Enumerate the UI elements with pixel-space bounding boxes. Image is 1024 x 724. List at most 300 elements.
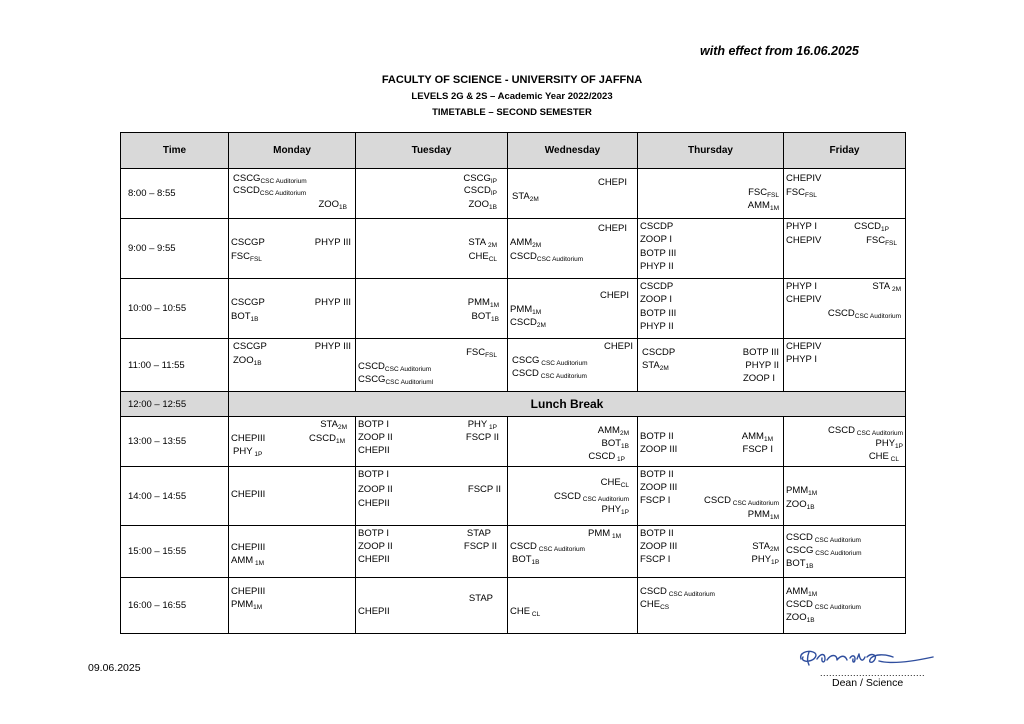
course-code: ZOOP III (640, 444, 678, 455)
course-code: STA (752, 541, 770, 552)
course-entry (640, 469, 674, 481)
venue-subscript: CSC Auditorium (384, 366, 432, 373)
course-code: ZOOP I (640, 234, 673, 245)
course-entry (872, 281, 901, 293)
course-code: CSCGP (231, 237, 265, 248)
venue-subscript: CSC Auditorium (536, 256, 584, 263)
course-entry (231, 586, 265, 598)
course-code: STA (320, 419, 338, 430)
course-code: FSCP I (742, 444, 773, 455)
venue-subscript: CSC Auditorium (538, 373, 587, 380)
course-code: CHEPIV (786, 341, 822, 352)
course-entry (786, 221, 817, 233)
course-entry (640, 482, 677, 494)
venue-subscript: CSC Auditorium (539, 360, 588, 367)
venue-subscript: 1M (808, 490, 818, 497)
cell-monday (229, 219, 356, 279)
course-entry (598, 177, 627, 189)
course-code: CSCD (233, 185, 260, 196)
venue-subscript: 1B (250, 316, 259, 323)
cell-tuesday (356, 339, 508, 392)
course-code: FSC (866, 235, 886, 246)
timeslot-row (121, 279, 906, 339)
venue-subscript: 2M (337, 424, 347, 431)
course-entry (786, 499, 815, 511)
course-code: PMM (510, 304, 533, 315)
course-code: CSCD (640, 586, 667, 597)
time-slot-label: 13:00 – 13:55 (121, 417, 229, 467)
course-entry (742, 431, 773, 443)
cell-thursday (638, 219, 784, 279)
cell-friday (784, 219, 906, 279)
venue-subscript: FSL (805, 192, 817, 199)
course-entry (358, 432, 393, 444)
course-entry (468, 199, 497, 211)
timeslot-row (121, 417, 906, 467)
course-code: FSCP II (463, 541, 497, 552)
cell-thursday (638, 467, 784, 526)
col-header-monday: Monday (229, 133, 356, 169)
venue-subscript: 1M (610, 533, 621, 540)
course-code: PHYP III (314, 237, 351, 248)
course-entry (601, 477, 629, 489)
course-code: PHYP II (745, 360, 779, 371)
course-code: FSC (466, 347, 486, 358)
course-entry (233, 355, 262, 367)
course-entry (358, 554, 390, 566)
timeslot-row (121, 467, 906, 526)
course-code: BOTP III (640, 308, 677, 319)
time-slot-label: 12:00 – 12:55 (121, 392, 229, 417)
cell-monday (229, 467, 356, 526)
timeslot-row (121, 339, 906, 392)
timeslot-row (121, 169, 906, 219)
cell-tuesday (356, 279, 508, 339)
course-entry (358, 541, 393, 553)
course-code: PMM (747, 509, 770, 520)
course-code: PHYP I (786, 221, 817, 232)
course-entry (358, 361, 431, 373)
course-code: ZOOP I (640, 294, 673, 305)
course-code: PMM (587, 528, 611, 539)
venue-subscript: FSL (885, 240, 897, 247)
venue-subscript: 1B (621, 443, 629, 450)
course-code: CSCD (786, 532, 813, 543)
course-code: FSC (786, 187, 805, 198)
course-entry (358, 374, 433, 386)
course-entry (469, 593, 493, 605)
course-code: CSCD (827, 308, 855, 319)
course-code: CHEPII (358, 498, 390, 509)
course-code: CHEPII (358, 445, 390, 456)
venue-subscript: 1M (808, 591, 818, 598)
course-entry (510, 606, 540, 618)
course-entry (233, 173, 307, 185)
course-code: CSCG (233, 173, 261, 184)
course-entry (786, 532, 861, 544)
course-code: CSCDP (640, 221, 674, 232)
course-entry (786, 294, 821, 306)
venue-subscript: 1P (252, 451, 263, 458)
cell-monday (229, 417, 356, 467)
venue-subscript: 1B (491, 316, 499, 323)
course-entry (786, 354, 817, 366)
course-entry (640, 221, 673, 233)
course-entry (602, 438, 629, 450)
venue-subscript: CSC Auditorium (812, 537, 861, 544)
course-entry (358, 606, 390, 618)
course-code: AMM (597, 425, 620, 436)
course-code: STAP (466, 528, 491, 539)
cell-thursday (638, 417, 784, 467)
course-entry (640, 234, 672, 246)
course-code: PHYP III (314, 297, 351, 308)
course-entry (510, 304, 541, 316)
course-entry (600, 290, 629, 302)
course-code: ZOOP III (640, 541, 678, 552)
cell-thursday (638, 526, 784, 578)
faculty-title: FACULTY OF SCIENCE - UNIVERSITY OF JAFFNA (381, 74, 643, 86)
course-entry (748, 509, 779, 521)
course-entry (640, 321, 674, 333)
header-row (121, 133, 906, 169)
course-code: CSCD (588, 451, 616, 462)
course-code: CSCG (358, 374, 386, 385)
venue-subscript: 1P (881, 226, 889, 233)
course-code: CSCD (510, 317, 537, 328)
course-code: BOTP III (640, 248, 677, 259)
course-code: BOT (471, 311, 492, 322)
course-entry (642, 347, 675, 359)
course-code: FSC (748, 187, 768, 198)
course-code: PHY (233, 446, 253, 457)
course-code: PMM (786, 485, 809, 496)
course-code: CHE (600, 477, 621, 488)
course-entry (743, 373, 775, 385)
course-code: CSCD (786, 599, 813, 610)
venue-subscript: CSC Auditorium (854, 430, 903, 437)
course-code: CSCGP (233, 341, 267, 352)
course-code: CSCD (854, 221, 882, 232)
course-entry (231, 542, 265, 554)
course-entry (743, 444, 773, 456)
course-code: FSCP II (465, 432, 499, 443)
course-code: CSCD (309, 433, 336, 444)
course-code: BOTP II (640, 431, 674, 442)
course-entry (786, 558, 813, 570)
venue-subscript: CSC Auditorium (260, 178, 307, 185)
venue-subscript: 1M (769, 205, 779, 212)
course-code: PHY (467, 419, 488, 430)
venue-subscript: CSC Auditorium (812, 604, 861, 611)
course-code: CHEPII (358, 606, 390, 617)
course-code: BOT (512, 554, 532, 565)
venue-subscript: 2M (532, 242, 542, 249)
course-entry (468, 297, 499, 309)
timeslot-row (121, 219, 906, 279)
cell-tuesday (356, 467, 508, 526)
course-code: STAP (468, 593, 493, 604)
course-code: BOTP I (358, 528, 389, 539)
course-code: FSCP I (640, 495, 671, 506)
course-code: ZOOP II (358, 432, 393, 443)
course-entry (640, 281, 673, 293)
course-code: CSCD (704, 495, 731, 506)
course-code: PHYP I (786, 354, 817, 365)
course-entry (510, 237, 541, 249)
course-entry (315, 297, 351, 309)
venue-subscript: 1P (621, 509, 629, 516)
col-header-wednesday: Wednesday (508, 133, 638, 169)
course-code: CHEPIV (786, 173, 822, 184)
cell-monday (229, 169, 356, 219)
course-code: CSCD (358, 361, 385, 372)
course-entry (828, 425, 903, 437)
course-entry (464, 185, 497, 197)
venue-subscript: CSC Auditorium (666, 591, 715, 598)
course-entry (854, 221, 889, 233)
course-entry (786, 586, 817, 598)
venue-subscript: FSL (250, 256, 262, 263)
course-code: CSCG (512, 355, 540, 366)
course-code: CSCD (554, 491, 581, 502)
course-code: CHEPI (599, 290, 629, 301)
cell-friday (784, 169, 906, 219)
venue-subscript: CL (530, 611, 541, 618)
course-code: CSCD (510, 541, 537, 552)
col-header-friday: Friday (784, 133, 906, 169)
course-code: PHYP II (640, 321, 674, 332)
course-code: CSCGP (231, 297, 265, 308)
course-entry (876, 438, 904, 450)
venue-subscript: 1M (763, 436, 773, 443)
course-code: BOTP I (358, 469, 389, 480)
course-entry (358, 484, 393, 496)
course-entry (786, 187, 817, 199)
venue-subscript: FSL (767, 192, 779, 199)
course-code: PHY (601, 504, 622, 515)
venue-subscript: 2M (486, 242, 497, 249)
venue-subscript: 1P (895, 443, 903, 450)
venue-subscript: 1B (489, 204, 497, 211)
timetable-subtitle: TIMETABLE – SECOND SEMESTER (432, 107, 592, 118)
course-entry (786, 599, 861, 611)
venue-subscript: 2M (619, 430, 629, 437)
cell-thursday (638, 169, 784, 219)
course-code: STA (468, 237, 487, 248)
venue-subscript: CSC Auditorium (580, 496, 629, 503)
course-code: BOTP II (640, 528, 674, 539)
effective-date-note: with effect from 16.06.2025 (700, 44, 859, 58)
course-code: PHY (751, 554, 772, 565)
course-entry (640, 431, 674, 443)
course-entry (233, 185, 306, 197)
course-code: FSCP I (640, 554, 671, 565)
course-code: FSC (231, 251, 250, 262)
course-entry (640, 308, 676, 320)
course-entry (640, 444, 677, 456)
course-entry (588, 451, 625, 463)
course-code: CSCD (510, 251, 537, 262)
time-slot-label: 14:00 – 14:55 (121, 467, 229, 526)
course-entry (512, 191, 539, 203)
course-entry (704, 495, 779, 507)
course-code: BOTP II (640, 469, 674, 480)
venue-subscript: CSC Auditoriuml (385, 379, 434, 386)
course-entry (358, 469, 389, 481)
course-entry (463, 173, 497, 185)
course-entry (466, 432, 499, 444)
course-code: PHYP III (314, 341, 351, 352)
cell-tuesday (356, 417, 508, 467)
course-entry (866, 235, 897, 247)
course-entry (743, 347, 779, 359)
course-code: ZOOP I (742, 373, 775, 384)
levels-subtitle: LEVELS 2G & 2S – Academic Year 2022/2023 (411, 91, 613, 102)
venue-subscript: 1B (806, 504, 815, 511)
course-entry (640, 599, 669, 611)
course-code: CSCG (786, 545, 814, 556)
time-slot-label: 11:00 – 11:55 (121, 339, 229, 392)
signature-line: ................................... (820, 668, 926, 678)
venue-subscript: IP (490, 178, 497, 185)
cell-wednesday (508, 169, 638, 219)
course-entry (786, 235, 821, 247)
course-entry (464, 541, 497, 553)
course-entry (358, 419, 389, 431)
course-entry (231, 555, 264, 567)
course-code: CSCDP (640, 281, 674, 292)
course-entry (752, 541, 779, 553)
course-entry (554, 491, 629, 503)
course-code: AMM (510, 237, 533, 248)
cell-friday (784, 417, 906, 467)
course-code: AMM (747, 200, 770, 211)
course-code: FSCP II (467, 484, 501, 495)
cell-wednesday (508, 279, 638, 339)
course-entry (231, 489, 265, 501)
cell-tuesday (356, 526, 508, 578)
venue-subscript: 1B (531, 559, 540, 566)
venue-subscript: 1B (806, 617, 815, 624)
signatory-title: Dean / Science (832, 677, 904, 689)
course-code: ZOOP II (358, 541, 393, 552)
course-code: CHEPIV (786, 294, 822, 305)
course-entry (358, 445, 390, 457)
course-entry (642, 360, 669, 372)
cell-friday (784, 339, 906, 392)
course-code: PMM (467, 297, 490, 308)
venue-subscript: 2M (769, 546, 779, 553)
course-entry (640, 554, 670, 566)
course-entry (315, 237, 351, 249)
course-entry (640, 528, 674, 540)
venue-subscript: 2M (536, 322, 546, 329)
course-entry (512, 355, 588, 367)
venue-subscript: 1B (339, 204, 347, 211)
venue-subscript: 1M (769, 514, 779, 521)
venue-subscript: 1B (805, 563, 814, 570)
course-entry (786, 485, 817, 497)
course-code: PHYP I (786, 281, 817, 292)
timeslot-row (121, 526, 906, 578)
course-entry (748, 200, 779, 212)
timetable-grid (120, 132, 906, 634)
cell-friday (784, 578, 906, 634)
course-entry (512, 368, 587, 380)
course-code: ZOO (318, 199, 340, 210)
course-entry (469, 251, 497, 263)
time-slot-label: 10:00 – 10:55 (121, 279, 229, 339)
course-entry (231, 311, 258, 323)
course-entry (598, 223, 627, 235)
course-entry (640, 294, 672, 306)
course-entry (598, 425, 629, 437)
venue-subscript: CL (488, 256, 497, 263)
venue-subscript: 1P (615, 456, 625, 463)
course-entry (318, 199, 347, 211)
course-entry (472, 311, 499, 323)
course-code: CHEPIV (786, 235, 822, 246)
course-code: ZOO (468, 199, 490, 210)
course-entry (752, 554, 780, 566)
timeslot-row (121, 578, 906, 634)
course-entry (786, 341, 821, 353)
course-entry (786, 281, 817, 293)
course-entry (510, 317, 546, 329)
venue-subscript: CL (620, 482, 629, 489)
course-code: ZOO (786, 612, 807, 623)
course-entry (320, 419, 347, 431)
course-entry (869, 451, 899, 463)
course-code: CHE (510, 606, 531, 617)
course-entry (640, 248, 676, 260)
course-entry (231, 251, 262, 263)
course-code: AMM (741, 431, 764, 442)
cell-wednesday (508, 467, 638, 526)
course-code: AMM (786, 586, 809, 597)
col-header-time: Time (121, 133, 229, 169)
course-code: CHEPII (358, 554, 390, 565)
course-code: PHY (875, 438, 896, 449)
course-entry (512, 554, 539, 566)
venue-subscript: 1M (253, 560, 265, 567)
venue-subscript: 2M (890, 286, 901, 293)
course-code: CHE (468, 251, 489, 262)
cell-thursday (638, 578, 784, 634)
course-code: CSCDP (642, 347, 676, 358)
course-entry (786, 545, 862, 557)
col-header-thursday: Thursday (638, 133, 784, 169)
cell-tuesday (356, 578, 508, 634)
course-code: CHEPIII (231, 542, 266, 553)
course-code: CHEPIII (231, 489, 266, 500)
course-entry (231, 237, 265, 249)
course-code: BOTP III (742, 347, 779, 358)
venue-subscript: CL (888, 456, 899, 463)
venue-subscript: CSC Auditorium (730, 500, 779, 507)
course-entry (466, 347, 497, 359)
course-entry (231, 297, 265, 309)
course-entry (828, 308, 901, 320)
venue-subscript: 1M (532, 309, 542, 316)
course-entry (467, 528, 491, 540)
course-code: BOT (231, 311, 251, 322)
course-code: CHEPIII (231, 586, 266, 597)
course-code: STA (642, 360, 660, 371)
course-code: STA (872, 281, 891, 292)
course-entry (786, 173, 821, 185)
